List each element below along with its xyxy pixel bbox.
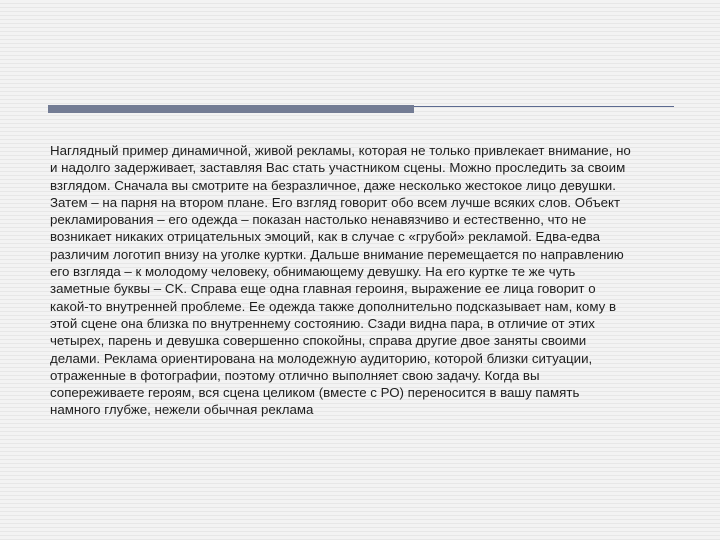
header-rule-bar [48, 105, 414, 113]
body-text: Наглядный пример динамичной, живой рекламы, которая не только привлекает внимание, но и надолго задерживает, заставляя Вас стать участником сцены. Можно проследить за своим взглядом. Сначала вы смотрите на безразличное, даже несколько жестокое лицо девушки. Затем – на парня на втором плане. Его взгляд говорит обо всем лучше всяких слов. Объект рекламирования – его одежда – показан настолько ненавязчиво и естественно, что не возникает никаких отрицательных эмоций, как в случае с «грубой» рекламой. Едва-едва различим логотип внизу на уголке куртки. Дальше внимание перемещается по направлению его взгляда – к молодому человеку, обнимающему девушку. На его куртке те же чуть заметные буквы – CK. Справа еще одна главная героиня, выражение ее лица говорит о какой-то внутренней проблеме. Ее одежда также дополнительно подсказывает нам, кому в этой сцене она близка по внутреннему состоянию. Сзади видна пара, в отличие от этих четырех, парень и девушка совершенно спокойны, справа другие двое заняты своими делами. Реклама ориентирована на молодежную аудиторию, которой близки ситуации, отраженные в фотографии, поэтому отлично выполняет свою задачу. Когда вы сопереживаете героям, вся сцена целиком (вместе с РО) переносится в вашу память намного глубже, нежели обычная реклама [50, 143, 631, 418]
header-rule-line [414, 106, 674, 107]
